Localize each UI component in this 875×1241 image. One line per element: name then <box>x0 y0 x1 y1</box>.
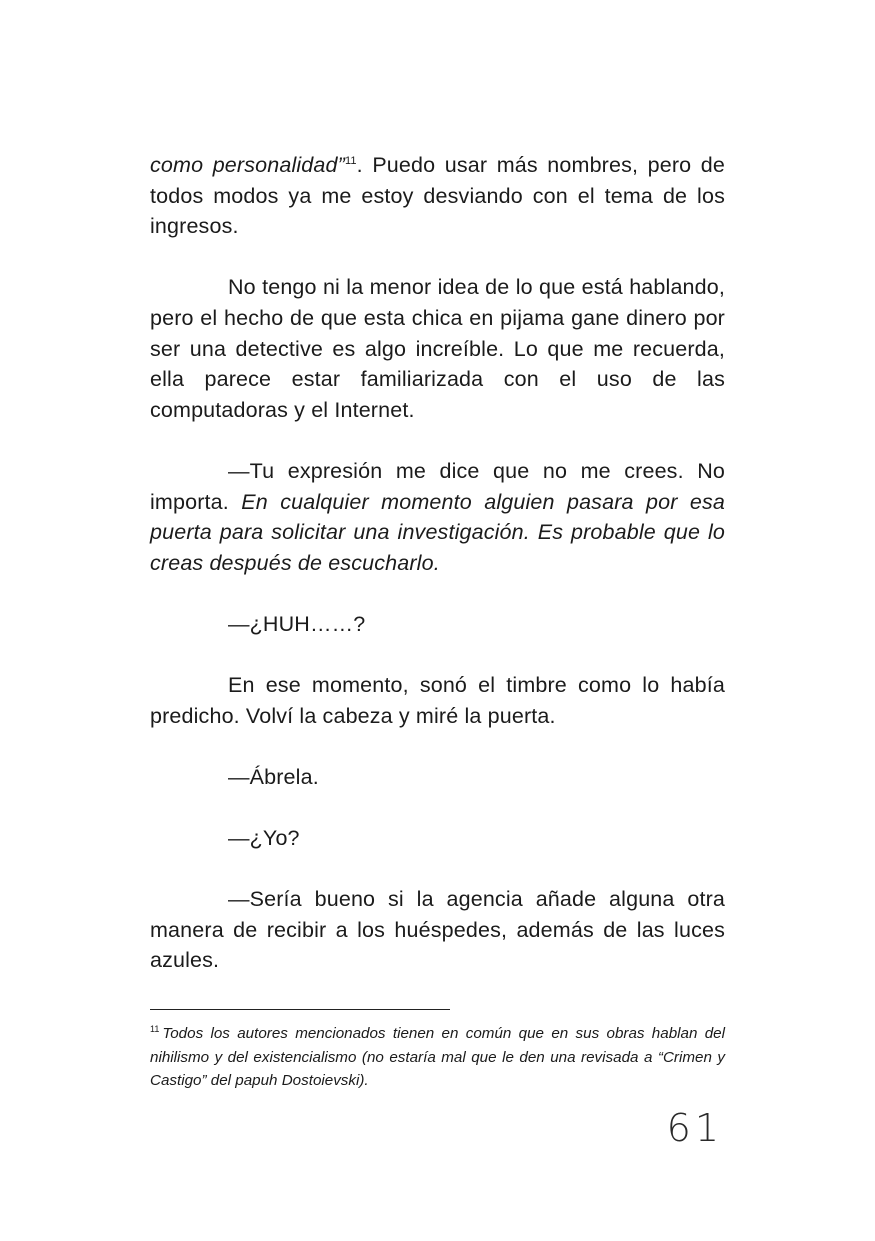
page-number: 61 <box>666 1106 723 1150</box>
paragraph-narration: En ese momento, sonó el timbre como lo había predicho. Volví la cabeza y miré la puerta. <box>150 673 725 728</box>
body-text <box>150 150 725 976</box>
paragraph-gap <box>150 242 725 273</box>
paragraph-dialogue <box>150 456 725 578</box>
paragraph-gap <box>150 578 725 609</box>
footnote-reference: 11 <box>344 154 357 167</box>
paragraph-gap <box>150 425 725 456</box>
paragraph-gap <box>150 731 725 762</box>
paragraph-gap <box>150 792 725 823</box>
italic-quote-end: como personalidad” <box>150 153 345 177</box>
paragraph-gap <box>150 854 725 885</box>
paragraph-continuation <box>150 150 725 242</box>
paragraph-dialogue-short: —Ábrela. <box>228 764 319 789</box>
paragraph-gap <box>150 640 725 671</box>
paragraph-dialogue-short: —¿HUH……? <box>228 611 366 636</box>
paragraph-text: . Puedo usar más nombres, pero de todos modos ya me estoy desviando con el tema de los ingresos. <box>150 153 725 239</box>
paragraph-dialogue: —Sería bueno si la agencia añade alguna otra manera de recibir a los huéspedes, además de las luces azules. <box>150 887 725 973</box>
dialogue-text: —Tu expresión me dice que no me crees. No importa. <box>150 458 725 514</box>
footnote-mark: 11 <box>150 1023 160 1034</box>
dialogue-italic-text: En cualquier momento alguien pasara por esa puerta para solicitar una investigación. Es probable que lo creas después de escucharlo. <box>150 489 725 575</box>
paragraph-narration: No tengo ni la menor idea de lo que está hablando, pero el hecho de que esta chica en pijama gane dinero por ser una detective es algo increíble. Lo que me recuerda, ella parece estar familiarizada con el uso de las computadoras y el Internet. <box>150 275 725 422</box>
footnote-separator <box>150 1009 450 1010</box>
footnote-text: Todos los autores mencionados tienen en común que en sus obras hablan del nihilismo y del existencialismo (no estaría mal que le den una revisada a “Crimen y Castigo” del papuh Dostoievski). <box>150 1025 725 1089</box>
footnote <box>150 1022 725 1093</box>
paragraph-dialogue-short: —¿Yo? <box>228 826 300 851</box>
